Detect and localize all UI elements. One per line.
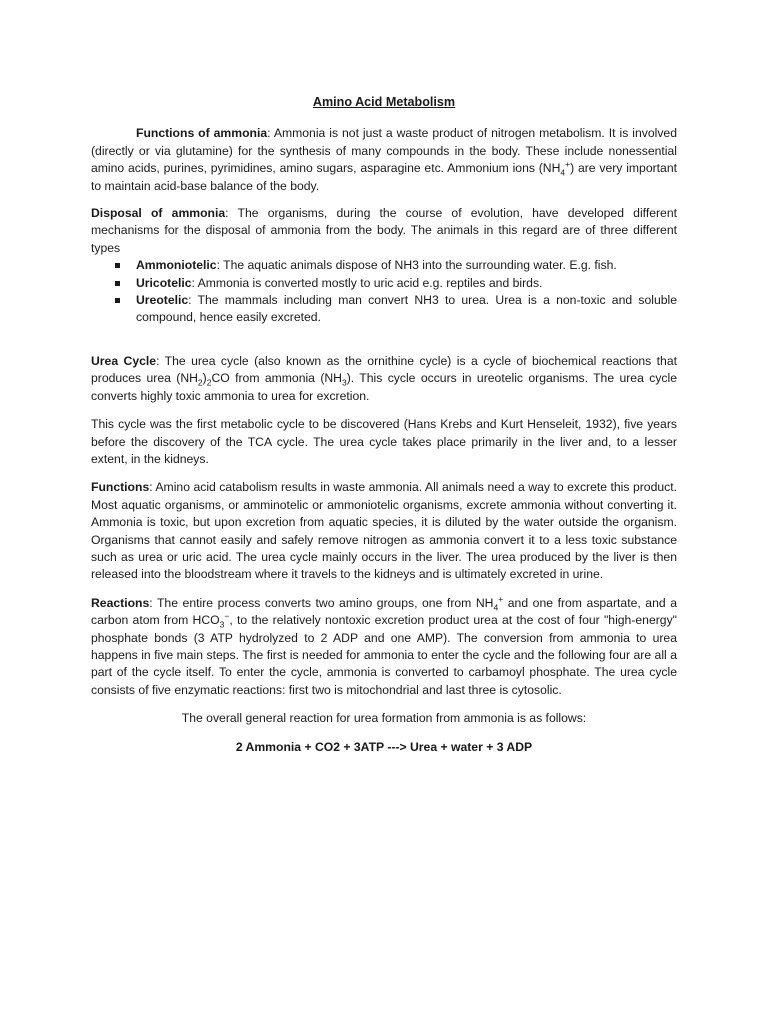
functions-heading: Functions — [91, 480, 150, 495]
discovery-paragraph: This cycle was the first metabolic cycle to be discovered (Hans Krebs and Kurt Henseleit, 1932), five years before the discovery of the TCA cycle. The urea cycle takes place primarily in the liver and, to a lesser extent, in the kidneys. — [91, 417, 677, 466]
list-item-ammoniotelic: Ammoniotelic: The aquatic animals dispose of NH3 into the surrounding water. E.g. fish. — [136, 257, 677, 274]
functions-of-ammonia-heading: Functions of ammonia — [136, 126, 268, 141]
list-item-ureotelic: Ureotelic: The mammals including man convert NH3 to urea. Urea is a non-toxic and soluble compound, hence easily excreted. — [136, 292, 677, 327]
functions-paragraph: Functions: Amino acid catabolism results in waste ammonia. All animals need a way to excrete this product. Most aquatic organisms, or amminotelic or ammoniotelic organisms, excrete ammonia without converting it. Ammonia is toxic, but upon excretion from aquatic species, it is diluted by the water outside the organism. Organisms that cannot easily and safely remove nitrogen as ammonia convert it to a less toxic substance such as urea or uric acid. The urea cycle mainly occurs in the liver. The urea produced by the liver is then released into the bloodstream where it travels to the kidneys and is ultimately excreted in urine. — [91, 480, 677, 582]
functions-of-ammonia-paragraph: Functions of ammonia: Ammonia is not just a waste product of nitrogen metabolism. It is involved (directly or via glutamine) for the synthesis of many compounds in the body. These include nonessential amino acids, purines, pyrimidines, amino sugars, asparagine etc. Ammonium ions $(NH_4^+)$ are very important to maintain acid-base balance of the body. — [91, 126, 677, 193]
disposal-of-ammonia-paragraph: Disposal of ammonia: The organisms, during the course of evolution, have developed different mechanisms for the disposal of ammonia from the body. The animals in this regard are of three different types — [91, 206, 677, 255]
reactions-paragraph: Reactions: The entire process converts two amino groups, one from $NH_4^+$ and one from aspartate, and a carbon atom from $HCO_3^-$, to the relatively nontoxic excretion product urea at the cost of four "high-energy" phosphate bonds (3 ATP hydrolyzed to 2 ADP and one AMP). The conversion from ammonia to urea happens in five main steps. The first is needed for ammonia to enter the cycle and the following four are all a part of the cycle itself. To enter the cycle, ammonia is converted to carbamoyl phosphate. The urea cycle consists of five enzymatic reactions: first two is mitochondrial and last three is cytosolic. — [91, 593, 677, 697]
urea-formation-equation: 2 Ammonia + CO2 + 3ATP ---> Urea + water + 3 ADP — [235, 739, 533, 754]
reactions-heading: Reactions — [91, 595, 150, 610]
urea-cycle-heading: Urea Cycle — [91, 353, 157, 368]
urea-cycle-paragraph: Urea Cycle: The urea cycle (also known as the ornithine cycle) is a cycle of biochemical reactions that produces urea $(NH_2)_2CO$ from ammonia $(NH_3)$. This cycle occurs in ureotelic organisms. The urea cycle converts highly toxic ammonia to urea for excretion. — [91, 353, 677, 403]
organism-types-list — [91, 257, 677, 327]
list-item-uricotelic: Uricotelic: Ammonia is converted mostly to uric acid e.g. reptiles and birds. — [136, 275, 677, 292]
document-title: Amino Acid Metabolism — [312, 95, 456, 109]
overall-reaction-intro: The overall general reaction for urea formation from ammonia is as follows: — [181, 711, 587, 726]
disposal-of-ammonia-heading: Disposal of ammonia — [91, 206, 226, 221]
